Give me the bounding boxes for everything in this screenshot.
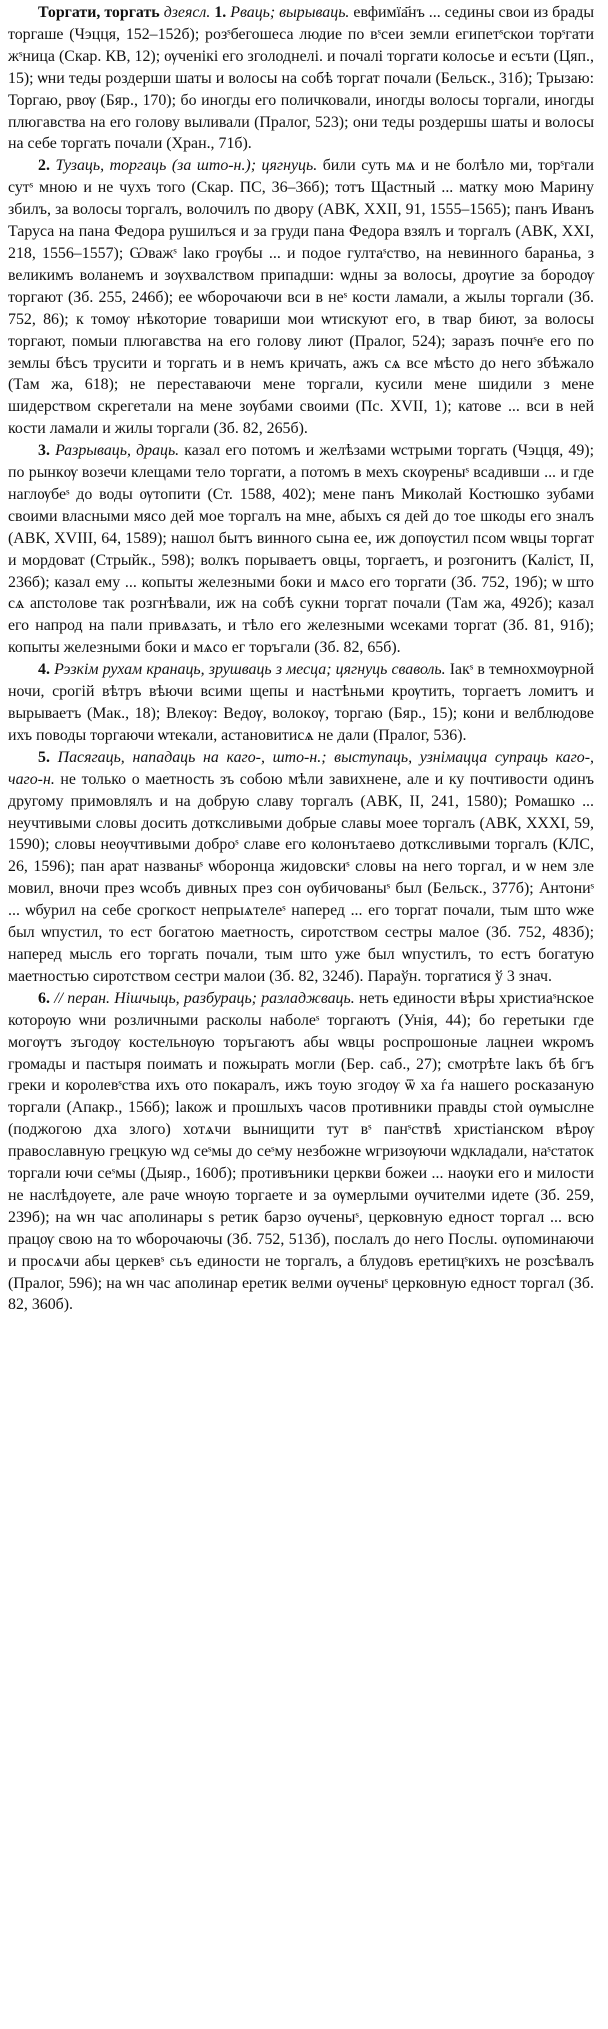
sense-citations: не только о маетность зъ собою мѣли завихнене, але и ку почтивости одинъ другому примовлялъ и на добрую славу торгалъ (АВК, II, 241, 1580); Ромашко ... неучтивыми словы досить дотксливыми добрые славы моее торгалъ (АВК, XXXI, 59, 1590); словы неѹчтивыми доброˢ славе его колонътаево дотксливыми торгалъ (КЛС, 26, 1596); пан арат названыˢ ѡборонца жидовскиˢ словы на него торгал, и ѡ нем зле мовил, вночи през ѡсобъ дивных през сон ѹбичованыˢ был (Бельск., 377б); Антониˢ ... ѡбурил на себе срогкост непрыѧтелеˢ наперед ... его торгат почали, тым што ѡже был ѡпустил, то ест богатою маетность, сиротством сестры малое (Зб. 752, 483б); наперед мысль его торгать почали, тым што уже был ѡпустилъ, то естъ богатую маетностью сиротством сестри малои (Зб. 82, 324б). Параўн. торгатися ў 3 знач.: [8, 770, 594, 985]
sense-5: [8, 747, 594, 988]
sense-number: 2.: [38, 157, 50, 175]
sense-4: [8, 659, 594, 747]
headword: Торгати, торгать: [38, 4, 160, 21]
sense-number: 5.: [38, 748, 50, 766]
sense-citations: казал его потомъ и желѣзами ѡстрыми торгать (Чэцця, 49); по рынкѹ возечи клещами тело торгати, а потомъ в мехъ скѹреныˢ всадивши ... и где наглѹбеˢ до воды ѹтопити (Ст. 1588, 402); мене панъ Миколай Костюшко зубами своими власными мясо дей мое торгалъ на мне, абыхъ ся дей до тое шкоды его зналъ (АВК, XVIII, 64, 1589); нашол бытъ винного сына ее, иж допѹстил псом ѡвцы торгат и мордоват (Стрыйк., 598); волкъ порываетъ овцы, торгаетъ, и розгонитъ (Каліст, II, 236б); казал ему ... копыты железными боки и мѧсо его торгати (Зб. 752, 19б); ѡ што сѧ апстолове так розгнѣвали, иж на собѣ сукни торгат почали (Там жа, 492б); казал его напрод на пали привѧзать, и тѣло его железными ѡсеками торгат (Зб. 81, 91б); копыты железными боки и мѧсо ег торъгали (Зб. 82, 65б).: [8, 442, 594, 657]
sense-3: [8, 440, 594, 659]
sense-gloss: // перан. Нішчыць, разбураць; разладжваць.: [54, 989, 355, 1007]
sense-1: [8, 2, 594, 155]
sense-gloss: Тузаць, торгаць (за што-н.); цягнуць.: [55, 157, 318, 175]
sense-citations: били суть мѧ и не болѣло ми, торˢгали сутˢ мною и не чухъ того (Скар. ПС, 36–36б); тотъ Щастный ... матку мою Марину збилъ, за волосы торгалъ, волочилъ по двору (АВК, XXII, 91, 1555–1565); панъ Иванъ Таруса на пана Федора рушилъся и за груди пана Федора взялъ и торгалъ (АВК, XXI, 218, 1556–1557); Ѡважˢ ӏако грѹбы ... и подое гултаˢство, на невинного бараньа, з великимъ воланемъ и зѹхвалством припадши: ѡдны за волосы, дрѹгие за бородѹ торгают (Зб. 255, 246б); ее ѡборочаючи вси в неˢ кости ламали, а жылы торгали (Зб. 752, 86); к томѹ нѣкоторие товариши мои ѡтискуют его, в твар биют, за волосы торгают, помыи плюгавства на его голову лиют (Пралог, 524); заразъ почнˢе его по землы бѣсъ трусити и торгать и в немъ кричать, ажъ сѧ все мѣсто до него збѣжало (Там жа, 618); не переставаючи мене торгали, кусили мене шидили з мене шидерством скрегетали на мене зѹбами своими (Пс. XVII, 1); катове ... вси в ней кости ламали и жилы торгали (Зб. 82, 265б).: [8, 157, 594, 438]
sense-number: 3.: [38, 442, 50, 460]
sense-number: 1.: [214, 4, 227, 21]
sense-citations: Ӏакˢ в темнохмѹрной ночи, срогій вѣтръ вѣючи всими щепы и настѣньми крѹтить, торгаетъ ломитъ и вырываетъ (Мак., 18); Влекѹ: Ведѹ, волокѹ, торгаю (Бяр., 15); кони и велблюдове ихъ поводы торгаючи ѡтекали, астановитисѧ не дали (Пралог, 536).: [8, 661, 594, 744]
sense-gloss: Рваць; вырываць.: [230, 4, 350, 21]
sense-gloss: Рэзкім рухам кранаць, зрушваць з месца; цягнуць сваволь.: [54, 661, 446, 679]
sense-number: 4.: [38, 661, 50, 679]
sense-gloss: Пасягаць, нападаць на каго-, што-н.; выступаць, узнімацца супраць каго-, чаго-н.: [8, 748, 594, 788]
sense-gloss: Разрываць, драць.: [55, 442, 180, 460]
sense-2: [8, 155, 594, 440]
sense-citations: евфимїа҃нъ ... седины свои из брады торгаше (Чэцця, 152–152б); розˢбегошеса людие по вˢсеи земли египетˢскои торˢгати жˢница (Скар. КВ, 12); ѹченікі его зголоднелі. и почалі торгати колосье и есъти (Цяп., 15); ѡни теды роздерши шаты и волосы на собѣ торгат почали (Бельск., 31б); Трызаю: Торгаю, рвѹ (Бяр., 170); бо иногды его поличковали, иногды волосы торгали, иногды плюгавства на его голову выливали (Пралог, 523); они теды роздершы шаты и волосы на себе торгать почали (Хран., 71б).: [8, 4, 595, 153]
sense-6: [8, 988, 594, 1317]
sense-citations: неть единости вѣры христиаˢнское которѹю ѡни розличными расколы наболеˢ торгаютъ (Унія, 44); бо геретыки где могѹтъ зъгодѹ костельнѹю торъгаютъ абы ѡвцы роспрошоные лацнеи ѡкромъ громады и пастыря поимать и пожырать могли (Бер. саб., 27); смотрѣте ӏакъ бѣ бгъ греки и королевˢства ихъ ото покаралъ, ижъ тоую згодѹ ѿ ха ѓа нашего росказаную торгали (Апакр., 156б); ӏакож и прошлыхъ часов противники правды стоѝ ѹмыслне (поджогою дха злого) хотѧчи вынищити тут вˢ панˢствѣ христіанском вѣрѹ православную грецкую ѡд сеˢмы до сеˢму незбожне ѡгризѹючи ѡдкладали, наˢстаток торгали ючи сеˢмы (Дыяр., 160б); противъники церкви божеи ... наѹки его и милости не наслѣдѹете, але раче ѡнѹю торгаете и за ѹмерлыми ѹчителми идете (Зб. 259, 239б); на ѡн час аполинары ѕ ретик барзо ѹченыˢ, церковную едност торгал ... всю працѹ свою на то ѡборочаючы (Зб. 752, 513б), послалъ до него Послы. ѹпоминаючи и просѧчи абы церкевˢ сьъ единости не торгалъ, а блудовъ еретицˢкихъ не розсѣвалъ (Пралог, 596); на ѡн час аполинар еретик велми ѹченыˢ церковную едност торгал (Зб. 82, 360б).: [8, 989, 594, 1314]
part-of-speech: дзеясл.: [163, 4, 211, 21]
sense-number: 6.: [38, 989, 50, 1007]
